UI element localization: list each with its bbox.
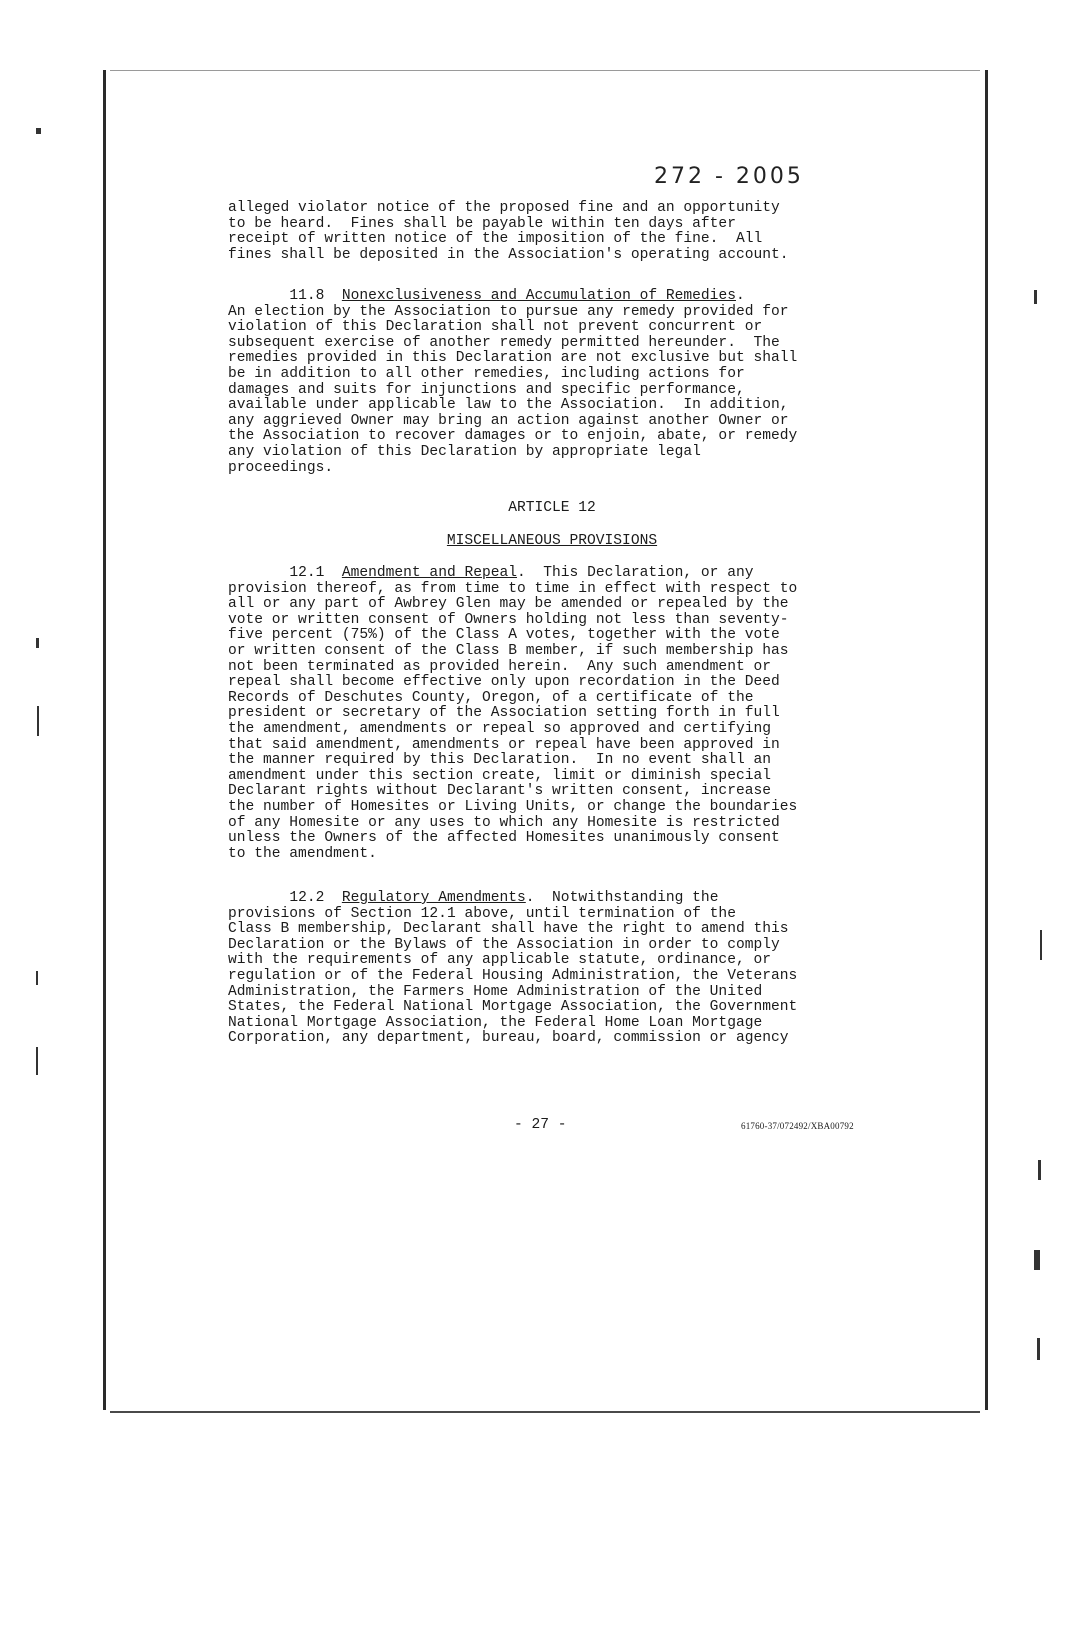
text-line: receipt of written notice of the imposition of the fine. All: [228, 231, 763, 248]
section-heading: Nonexclusiveness and Accumulation of Remedies: [341, 288, 736, 304]
section-heading: Amendment and Repeal: [341, 565, 518, 581]
scan-speck: [1037, 1338, 1040, 1360]
text-line: of any Homesite or any uses to which any Homesite is restricted: [228, 814, 780, 831]
text-line: Declarant rights without Declarant's written consent, increase: [228, 783, 771, 800]
text-line: not been terminated as provided herein. Any such amendment or: [228, 658, 771, 675]
scan-speck: [1038, 1160, 1041, 1180]
text-line: the amendment, amendments or repeal so approved and certifying: [228, 720, 771, 737]
text-line: fines shall be deposited in the Association's operating account.: [228, 246, 789, 263]
scan-edge-left: [103, 70, 106, 1410]
text-line: the manner required by this Declaration. In no event shall an: [228, 752, 771, 769]
text-line: violation of this Declaration shall not prevent concurrent or: [228, 319, 763, 336]
text-line: provisions of Section 12.1 above, until termination of the: [228, 905, 736, 922]
text-line: any violation of this Declaration by appropriate legal: [228, 443, 701, 460]
text-line: to be heard. Fines shall be payable within ten days after: [228, 215, 736, 232]
section-number: 12.2: [289, 890, 325, 906]
text-line: Corporation, any department, bureau, board, commission or agency: [228, 1030, 789, 1047]
text-line: damages and suits for injunctions and specific performance,: [228, 381, 745, 398]
scan-edge-top: [110, 70, 980, 71]
scan-edge-bottom: [110, 1411, 980, 1413]
scan-speck: [36, 971, 38, 985]
section-number: 12.1: [289, 565, 325, 581]
scan-speck: [1040, 930, 1042, 960]
scan-edge-right: [985, 70, 988, 1410]
text-line: provision thereof, as from time to time in effect with respect to: [228, 580, 798, 597]
text-line: proceedings.: [228, 459, 334, 476]
text-line: alleged violator notice of the proposed fine and an opportunity: [228, 200, 780, 216]
section-heading: Regulatory Amendments: [341, 890, 526, 906]
text-line: the number of Homesites or Living Units, or change the boundaries: [228, 798, 798, 815]
text-line: repeal shall become effective only upon recordation in the Deed: [228, 674, 780, 691]
paragraph-11-7-continued: [228, 201, 876, 263]
scan-speck: [36, 638, 39, 648]
text-line: remedies provided in this Declaration are not exclusive but shall: [228, 350, 798, 367]
scan-speck: [1034, 1250, 1040, 1270]
text-line: Administration, the Farmers Home Administration of the United: [228, 983, 763, 1000]
text-line: regulation or of the Federal Housing Administration, the Veterans: [228, 967, 798, 984]
document-id: 61760-37/072492/XBA00792: [741, 1121, 854, 1131]
text-line: An election by the Association to pursue any remedy provided for: [228, 303, 789, 320]
article-title: MISCELLANEOUS PROVISIONS: [446, 533, 658, 549]
text-line: all or any part of Awbrey Glen may be amended or repealed by the: [228, 596, 789, 613]
text-line: unless the Owners of the affected Homesites unanimously consent: [228, 830, 780, 847]
section-heading-line: 12.1 Amendment and Repeal. This Declaration, or any: [289, 565, 754, 581]
text-line: the Association to recover damages or to enjoin, abate, or remedy: [228, 428, 798, 445]
text-line: amendment under this section create, limit or diminish special: [228, 767, 771, 784]
scan-speck: [37, 706, 39, 736]
section-heading-line: 12.2 Regulatory Amendments. Notwithstanding the: [289, 890, 719, 906]
text-line: with the requirements of any applicable statute, ordinance, or: [228, 952, 771, 969]
text-line: be in addition to all other remedies, including actions for: [228, 365, 745, 382]
text-line: or written consent of the Class B member, if such membership has: [228, 642, 789, 659]
text-line: to the amendment.: [228, 845, 377, 862]
text-line: States, the Federal National Mortgage Association, the Government: [228, 999, 798, 1016]
page-number: - 27 -: [514, 1117, 567, 1133]
article-label: ARTICLE 12: [508, 500, 596, 516]
section-12-2: [228, 891, 876, 1047]
text-line: National Mortgage Association, the Federal Home Loan Mortgage: [228, 1014, 763, 1031]
scan-speck: [36, 128, 41, 134]
text-line: any aggrieved Owner may bring an action against another Owner or: [228, 412, 789, 429]
section-12-1: [228, 566, 876, 862]
text-line: president or secretary of the Association setting forth in full: [228, 705, 780, 722]
scan-speck: [1034, 290, 1037, 304]
text-line: that said amendment, amendments or repeal have been approved in: [228, 736, 780, 753]
text-line: Records of Deschutes County, Oregon, of a certificate of the: [228, 689, 754, 706]
section-number: 11.8: [289, 288, 325, 304]
text-line: five percent (75%) of the Class A votes, together with the vote: [228, 627, 780, 644]
scan-speck: [36, 1047, 38, 1075]
section-11-8: [228, 289, 876, 476]
text-line: subsequent exercise of another remedy permitted hereunder. The: [228, 334, 780, 351]
recording-stamp: 272 - 2005: [654, 164, 804, 189]
text-line: available under applicable law to the Association. In addition,: [228, 397, 789, 414]
text-line: Class B membership, Declarant shall have the right to amend this: [228, 921, 789, 938]
text-line: Declaration or the Bylaws of the Association in order to comply: [228, 936, 780, 953]
text-line: vote or written consent of Owners holding not less than seventy-: [228, 611, 789, 628]
section-heading-line: 11.8 Nonexclusiveness and Accumulation of Remedies.: [289, 288, 745, 304]
